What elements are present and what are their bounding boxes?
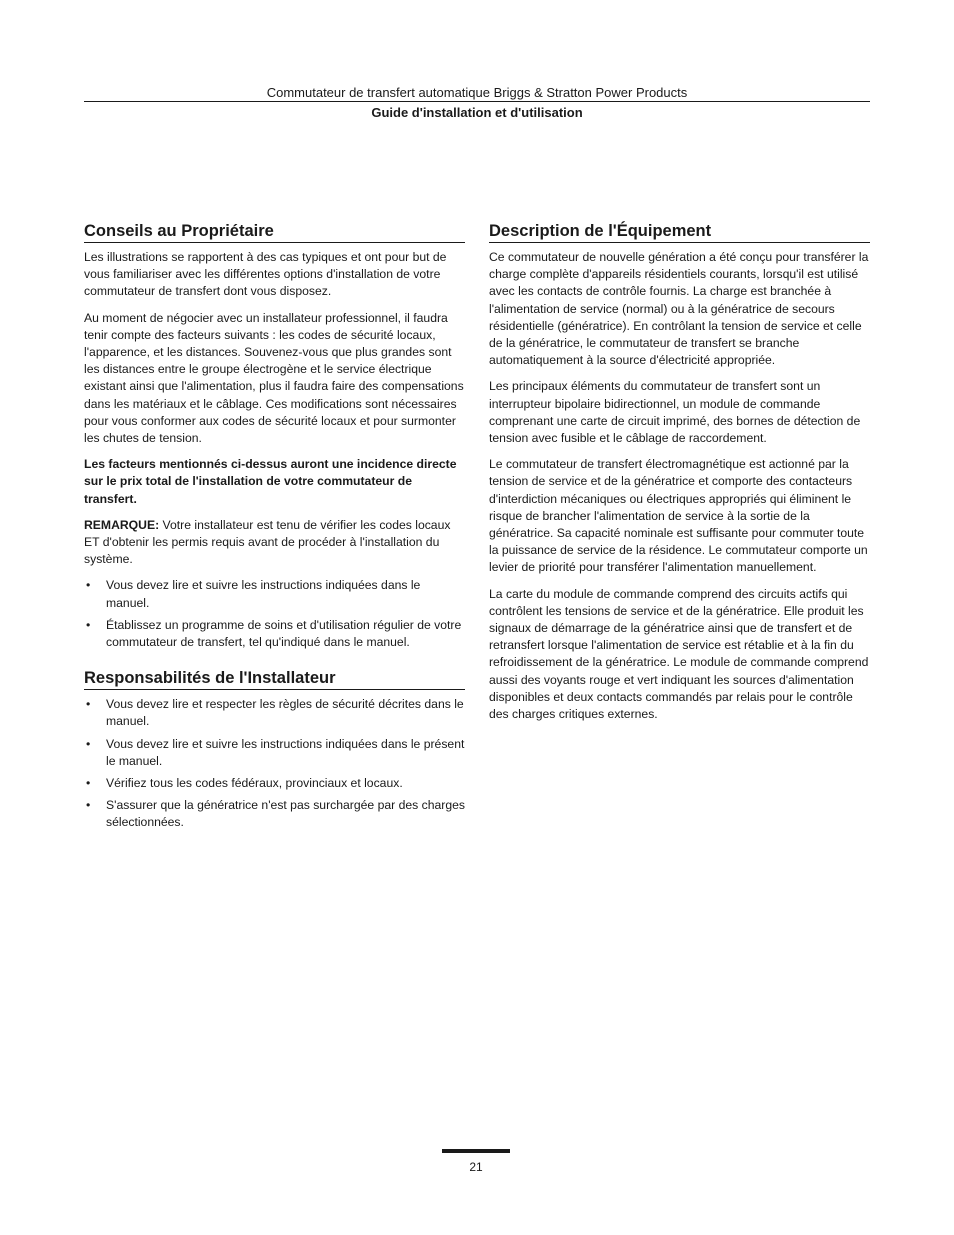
section-heading-owner-advice: Conseils au Propriétaire	[84, 220, 465, 243]
header-subtitle: Guide d'installation et d'utilisation	[371, 105, 583, 120]
page-number: 21	[469, 1160, 483, 1174]
paragraph: Les illustrations se rapportent à des cas typiques et ont pour but de vous familiariser avec les différentes options d'installation de votre commutateur de transfert dont vous disposez.	[84, 250, 447, 299]
note-text: Votre installateur est tenu de vérifier les codes locaux ET d'obtenir les permis requis avant de procéder à l'installation du système.	[84, 517, 451, 567]
list-item: • Vous devez lire et respecter les règles de sécurité décrites dans le manuel.	[84, 696, 465, 730]
page-header	[84, 84, 870, 121]
note-paragraph	[84, 517, 465, 569]
paragraph: Le commutateur de transfert électromagnétique est actionné par la tension de service et de la génératrice et comporte des contacteurs d'interdiction mécaniques ou électriques appropriés qui éliminent le risque de brancher l'alimentation de service à la sortie de la génératrice. Sa capacité nominale est suffisante pour commuter toute la puissance de service de la résidence. Le commutateur comporte un levier de priorité pour transférer l'alimentation manuellement.	[489, 457, 868, 575]
section-heading-installer-responsibilities: Responsabilités de l'Installateur	[84, 667, 465, 690]
bullet-list	[84, 577, 465, 651]
header-title: Commutateur de transfert automatique Briggs & Stratton Power Products	[266, 85, 688, 100]
list-item: • Vous devez lire et suivre les instructions indiquées dans le présent le manuel.	[84, 736, 465, 770]
header-rule	[84, 101, 870, 102]
footer-bar	[442, 1149, 510, 1153]
bold-text: Les facteurs mentionnés ci-dessus auront une incidence directe sur le prix total de l'installation de votre commutateur de transfert.	[84, 457, 457, 506]
paragraph: Ce commutateur de nouvelle génération a été conçu pour transférer la charge complète d'appareils résidentiels courants, lorsqu'il est utilisé avec les contacts de contrôle fournis. La charge est branchée à l'alimentation de service (normal) ou à la génératrice de secours résidentielle (génératrice). En contrôlant la tension de service et celle de la génératrice, le commutateur de transfert se branche automatiquement à la source d'électricité appropriée.	[489, 250, 869, 368]
page-footer	[442, 1149, 510, 1175]
section-heading-equipment-description: Description de l'Équipement	[489, 220, 870, 243]
bullet-list	[84, 696, 465, 831]
paragraph: Les principaux éléments du commutateur de transfert sont un interrupteur bipolaire bidirectionnel, un module de commande comprenant une carte de circuit imprimé, des bornes de détection de tension avec fusible et le câblage de raccordement.	[489, 379, 861, 446]
list-item: • Vous devez lire et suivre les instructions indiquées dans le manuel.	[84, 577, 465, 611]
paragraph: La carte du module de commande comprend des circuits actifs qui contrôlent les tensions de service et de la génératrice. Elle produit les signaux de démarrage de la génératrice ainsi que de transfert et de retransfert lorsque l'alimentation de service est rétablie et à la fin du refroidissement de la génératrice. Le module de commande comprend aussi des voyants rouge et vert indiquant les sources d'alimentation disponibles et deux contacts commandés par relais pour le contrôle des charges critiques externes.	[489, 586, 869, 722]
list-item: • S'assurer que la génératrice n'est pas surchargée par des charges sélectionnées.	[84, 797, 465, 831]
right-column	[489, 220, 870, 732]
list-item: • Vérifiez tous les codes fédéraux, provinciaux et locaux.	[84, 775, 465, 792]
paragraph: Au moment de négocier avec un installateur professionnel, il faudra tenir compte des facteurs suivants : les codes de sécurité locaux, l'apparence, et les distances. Souvenez-vous que plus grandes sont les distances entre le groupe électrogène et le service électrique existant ainsi que l'alimentation, plus il faudra faire des compensations dans les matériaux et le câblage. Ces modifications sont nécessaires pour vous conformer aux codes de sécurité locaux et pour surmonter les chutes de tension.	[84, 310, 464, 446]
note-label: REMARQUE:	[84, 517, 160, 532]
list-item: • Établissez un programme de soins et d'utilisation régulier de votre commutateur de transfert, tel qu'indiqué dans le manuel.	[84, 617, 465, 651]
left-column	[84, 220, 465, 841]
paragraph-bold	[84, 456, 465, 508]
